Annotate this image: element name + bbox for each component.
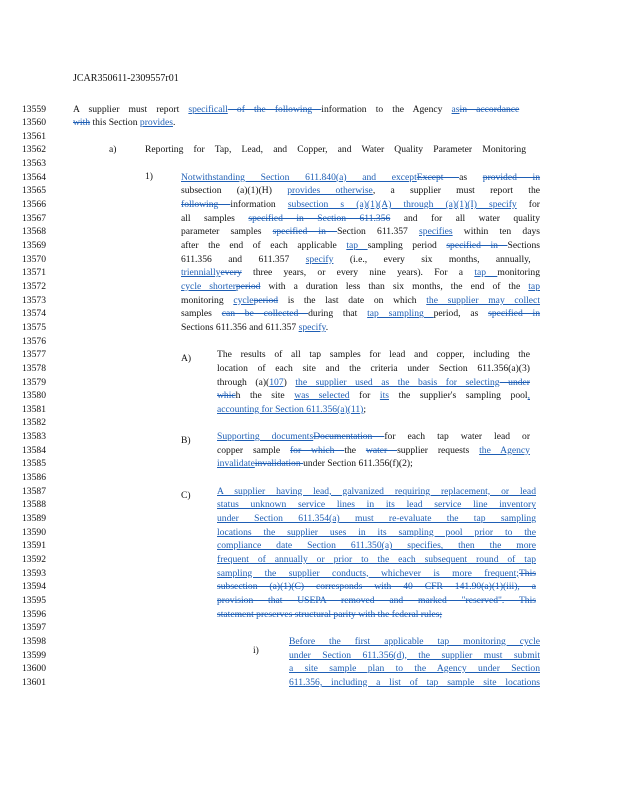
text-run: Sections xyxy=(507,240,540,251)
inserted-text: specificall xyxy=(188,103,228,115)
inserted-text: under Section 611.354(a) must re-evaluate the tap sampling xyxy=(217,513,536,524)
line-number: 13573 xyxy=(22,294,46,306)
line-number: 13589 xyxy=(22,513,46,524)
text-run: through (a)( xyxy=(217,376,270,388)
deleted-text: period xyxy=(253,294,279,306)
line-number: 13593 xyxy=(22,567,46,579)
text-run: period, as xyxy=(433,308,489,320)
inserted-text: invalidate xyxy=(217,458,255,470)
label-a: a) xyxy=(109,144,117,155)
line-number: 13568 xyxy=(22,226,46,238)
deleted-text: following xyxy=(181,199,231,211)
text-line xyxy=(217,609,442,620)
text-line xyxy=(217,527,536,538)
text-run: subsection (a)(1)(H) xyxy=(181,185,288,197)
text-line xyxy=(217,595,536,606)
text-run: for each tap water lead or xyxy=(384,431,531,443)
text-line xyxy=(181,172,540,183)
text-run: as xyxy=(459,171,483,183)
deleted-text: specified in xyxy=(446,240,508,251)
text-run: 611.356 and 611.357 xyxy=(181,253,306,265)
text-run: Sections 611.356 and 611.357 xyxy=(181,321,299,333)
line-number: 13559 xyxy=(22,103,46,115)
text-run: location of each site and the criteria under Section 611.356(a)(3) xyxy=(217,362,530,374)
inserted-text: subsection s (a)(1)(A) through (a)(1)(I) specify xyxy=(287,199,517,211)
line-number: 13565 xyxy=(22,185,46,197)
deleted-text: of the following xyxy=(227,103,322,115)
line-number: 13596 xyxy=(22,608,46,620)
inserted-text: 107 xyxy=(269,376,284,388)
line-number: 13567 xyxy=(22,212,46,224)
text-line xyxy=(289,636,540,647)
text-run: parameter samples xyxy=(181,226,273,238)
text-line xyxy=(217,349,530,360)
inserted-text: frequent of annually or prior to the each subsequent round of tap xyxy=(217,553,536,565)
text-run: three years, or every nine years). For a xyxy=(241,267,475,279)
text-run: after the end of each applicable xyxy=(181,240,347,251)
text-run: supplier requests xyxy=(397,444,480,456)
inserted-text: cycle xyxy=(233,294,254,306)
inserted-text: specifies xyxy=(419,226,453,238)
text-line xyxy=(217,513,536,524)
inserted-text: its xyxy=(379,390,389,402)
line-number: 13571 xyxy=(22,267,46,279)
text-run: A supplier must report xyxy=(73,103,189,115)
text-run: Section 611.357 xyxy=(337,226,420,238)
inserted-text: Supporting documents xyxy=(217,431,314,443)
label-B: B) xyxy=(181,435,191,446)
inserted-text: the supplier may collect xyxy=(426,294,540,306)
text-run: ) xyxy=(283,376,296,388)
line-number: 13597 xyxy=(22,622,46,634)
deleted-text: water xyxy=(365,444,398,456)
deleted-text: specified in xyxy=(272,226,338,238)
line-number: 13584 xyxy=(22,444,46,456)
line-number: 13587 xyxy=(22,485,46,497)
inserted-text: locations the supplier uses in its sampling pool prior to the xyxy=(217,526,536,538)
line-number: 13577 xyxy=(22,349,46,361)
text-run: information to the Agency xyxy=(321,103,452,115)
deleted-text: statement preserves structural parity with the federal rules; xyxy=(217,608,443,620)
text-run: monitoring xyxy=(181,294,234,306)
deleted-text: in accordance xyxy=(459,103,520,115)
deleted-text: whic xyxy=(217,390,236,402)
text-run: Reporting for Tap, Lead, and Copper, and Water Quality Parameter Monitoring xyxy=(145,144,526,156)
text-line xyxy=(289,663,540,674)
label-i: i) xyxy=(253,645,259,656)
deleted-text: every xyxy=(220,267,242,279)
inserted-text: provides xyxy=(139,117,173,129)
text-line xyxy=(289,677,540,688)
inserted-text: specify xyxy=(298,321,326,333)
line-number: 13566 xyxy=(22,199,46,211)
inserted-text: status unknown service lines in its lead service line inventory xyxy=(217,499,536,511)
text-line xyxy=(217,554,536,565)
text-line xyxy=(217,499,536,510)
inserted-text: specify xyxy=(305,253,334,265)
text-line xyxy=(73,104,519,115)
text-run: . xyxy=(172,117,176,129)
text-run: monitoring xyxy=(497,267,540,279)
text-run: sampling period xyxy=(367,240,447,251)
line-number: 13569 xyxy=(22,240,46,251)
inserted-text: tap xyxy=(528,280,540,292)
inserted-text: the supplier used as the basis for selecting xyxy=(295,376,500,388)
text-line xyxy=(73,117,175,128)
text-line xyxy=(217,458,413,469)
inserted-text: under Section 611.356(d), the supplier must submit xyxy=(289,649,540,661)
text-line xyxy=(181,240,540,251)
text-run: and for all water quality xyxy=(390,212,540,224)
text-line xyxy=(181,254,531,265)
text-line xyxy=(181,226,540,237)
inserted-text: Before the first applicable tap monitoring cycle xyxy=(289,635,540,647)
text-line xyxy=(217,377,530,388)
text-line xyxy=(181,199,540,210)
inserted-text: Notwithstanding Section 611.840(a) and except xyxy=(181,171,417,183)
line-number: 13590 xyxy=(22,526,46,538)
label-1: 1) xyxy=(145,171,153,182)
text-line xyxy=(145,144,526,155)
deleted-text: for which xyxy=(289,444,345,456)
text-run: The results of all tap samples for lead and copper, including the xyxy=(217,349,530,361)
line-number: 13600 xyxy=(22,663,46,675)
line-number: 13581 xyxy=(22,403,46,415)
text-line xyxy=(217,363,530,374)
line-number: 13591 xyxy=(22,540,46,552)
text-line xyxy=(217,568,536,579)
inserted-text: , xyxy=(527,390,530,402)
inserted-text: accounting for Section 611.356(a)(11) xyxy=(217,403,364,415)
text-line xyxy=(217,581,536,592)
inserted-text: compliance date Section 611.350(a) specifies, then the more xyxy=(217,540,536,552)
line-number: 13583 xyxy=(22,431,46,443)
line-number: 13574 xyxy=(22,308,46,320)
inserted-text: the Agency xyxy=(479,444,530,456)
text-run: the xyxy=(344,444,366,456)
line-number: 13576 xyxy=(22,335,46,347)
inserted-text: A supplier having lead, galvanized requiring replacement, or lead xyxy=(217,485,536,497)
text-run: for xyxy=(516,199,540,211)
text-run: during that xyxy=(308,308,368,320)
text-run: (i.e., every six months, annually, xyxy=(333,253,531,265)
inserted-text: a site sample plan to the Agency under Section xyxy=(289,663,540,675)
deleted-text: period xyxy=(235,280,261,292)
deleted-text: specified in xyxy=(488,308,541,320)
text-run: copper sample xyxy=(217,444,290,456)
label-C: C) xyxy=(181,490,191,501)
text-run: this Section xyxy=(90,117,140,129)
text-line xyxy=(181,213,540,224)
line-number: 13563 xyxy=(22,158,46,170)
line-number: 13572 xyxy=(22,280,46,292)
text-line xyxy=(181,185,540,196)
document-header: JCAR350611-2309557r01 xyxy=(73,73,179,84)
text-line xyxy=(289,650,540,661)
text-line xyxy=(181,308,540,319)
text-run: , a supplier must report the xyxy=(372,185,541,197)
line-number: 13560 xyxy=(22,117,46,129)
inserted-text: cycle shorter xyxy=(181,280,236,292)
deleted-text: invalidation xyxy=(254,458,304,470)
inserted-text: was selected xyxy=(294,390,350,402)
inserted-text: triennially xyxy=(181,267,221,279)
deleted-text: Documentation xyxy=(313,431,385,443)
label-A: A) xyxy=(181,353,192,364)
inserted-text: tap sampling xyxy=(367,308,434,320)
inserted-text: provides otherwise xyxy=(287,185,373,197)
text-run: with a duration less than six months, the end of the xyxy=(260,280,529,292)
text-run: all samples xyxy=(181,212,249,224)
deleted-text: provision that USEPA removed and marked "reserved". This xyxy=(217,594,536,606)
text-line xyxy=(181,322,328,333)
line-number: 13586 xyxy=(22,472,46,484)
line-number: 13601 xyxy=(22,676,46,688)
inserted-text: tap xyxy=(346,240,368,251)
line-number: 13585 xyxy=(22,458,46,470)
deleted-text: under xyxy=(499,376,530,388)
line-number: 13561 xyxy=(22,130,46,142)
line-number: 13562 xyxy=(22,144,46,156)
line-number: 13579 xyxy=(22,376,46,388)
deleted-text: subsection (a)(1)(C) corresponds with 40 CFR 141.90(a)(1)(iii), a xyxy=(217,581,536,593)
inserted-text: tap xyxy=(474,267,498,279)
line-number: 13578 xyxy=(22,362,46,374)
text-run: information xyxy=(230,199,288,211)
deleted-text: with xyxy=(73,117,91,129)
text-line xyxy=(217,431,530,442)
text-run: the supplier's sampling pool xyxy=(389,390,528,402)
line-number: 13580 xyxy=(22,390,46,402)
line-number: 13594 xyxy=(22,581,46,593)
line-number: 13588 xyxy=(22,499,46,511)
text-run: is the last date on which xyxy=(278,294,427,306)
text-run: ; xyxy=(363,403,367,415)
line-number: 13570 xyxy=(22,253,46,265)
line-number: 13564 xyxy=(22,171,46,183)
text-run: under Section 611.356(f)(2); xyxy=(303,458,413,470)
line-number: 13582 xyxy=(22,417,46,429)
deleted-text: provided in xyxy=(482,171,541,183)
text-line xyxy=(217,404,366,415)
deleted-text: This xyxy=(518,567,536,579)
text-line xyxy=(217,390,530,401)
text-line xyxy=(217,486,536,497)
line-number: 13599 xyxy=(22,649,46,661)
text-line xyxy=(181,267,540,278)
text-run: h the site xyxy=(235,390,295,402)
line-number: 13598 xyxy=(22,635,46,647)
text-run: for xyxy=(349,390,380,402)
text-run: within ten days xyxy=(452,226,540,238)
deleted-text: can be collected xyxy=(221,308,309,320)
inserted-text: 611.356, including a list of tap sample site locations xyxy=(289,676,540,688)
inserted-text: sampling the supplier conducts, whichever is more frequent; xyxy=(217,567,519,579)
deleted-text: specified in Section 611.356 xyxy=(248,212,391,224)
line-number: 13592 xyxy=(22,553,46,565)
text-line xyxy=(217,540,536,551)
text-run: samples xyxy=(181,308,222,320)
text-line xyxy=(181,295,540,306)
text-line xyxy=(217,445,530,456)
text-run: . xyxy=(325,321,329,333)
deleted-text: Except xyxy=(416,171,460,183)
text-line xyxy=(181,281,540,292)
line-number: 13575 xyxy=(22,321,46,333)
line-number: 13595 xyxy=(22,594,46,606)
inserted-text: as xyxy=(451,103,460,115)
